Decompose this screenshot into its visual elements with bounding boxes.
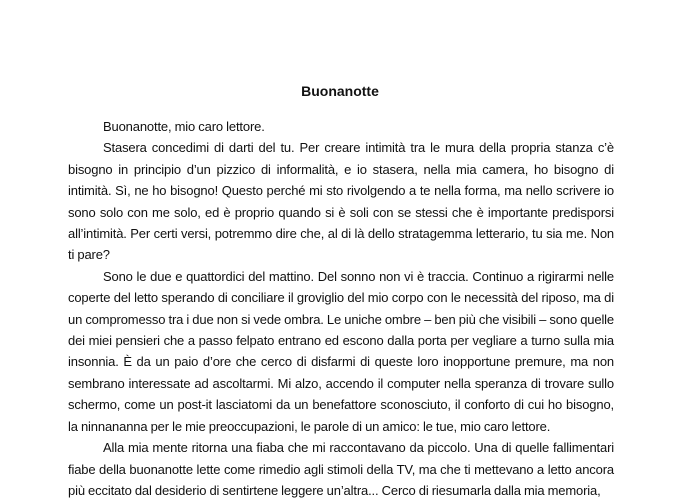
- document-title: Buonanotte: [301, 83, 379, 99]
- paragraph-fairytale: Alla mia mente ritorna una fiaba che mi raccontavano da piccolo. Una di quelle fallimentari fiabe della buonanotte lette come rimedio agli stimoli della TV, ma che ti mettevano a letto ancora più eccitato dal desiderio di sentirtene leggere un’altra... Cerco di riesumarla dalla mia memoria,: [68, 440, 614, 498]
- paragraph-intimacy: Stasera concedimi di darti del tu. Per creare intimità tra le mura della propria stanza c’è bisogno in principio d’un pizzico di informalità, e io stasera, nella mia camera, ho bisogno di intimità. Sì, ne ho bisogno! Questo perché mi sto rivolgendo a te nella forma, ma nello scrivere io sono solo con me solo, ed è proprio quando si è soli con se stessi che è importante predisporsi all’intimità. Per certi versi, potremmo dire che, al di là dello stratagemma letterario, tu sia me. Non ti pare?: [68, 140, 614, 263]
- paragraph-greeting: Buonanotte, mio caro lettore.: [103, 119, 265, 134]
- document-body: [68, 116, 614, 501]
- paragraph-insomnia: Sono le due e quattordici del mattino. Del sonno non vi è traccia. Continuo a rigirarmi nelle coperte del letto sperando di conciliare il groviglio del mio corpo con le necessità del riposo, ma di un compromesso tra i due non si vede ombra. Le uniche ombre – ben più che visibili – sono quelle dei miei pensieri che a passo felpato entrano ed escono dalla porta per vegliare a turno sulla mia insonnia. È da un paio d’ore che cerco di disfarmi di queste loro inopportune premure, ma non sembrano interessate ad ascoltarmi. Mi alzo, accendo il computer nella speranza di trovare sullo schermo, come un post-it lasciatomi da un benefattore sconosciuto, il conforto di cui ho bisogno, la ninnananna per le mie preoccupazioni, le parole di un amico: le tue, mio caro lettore.: [68, 268, 614, 434]
